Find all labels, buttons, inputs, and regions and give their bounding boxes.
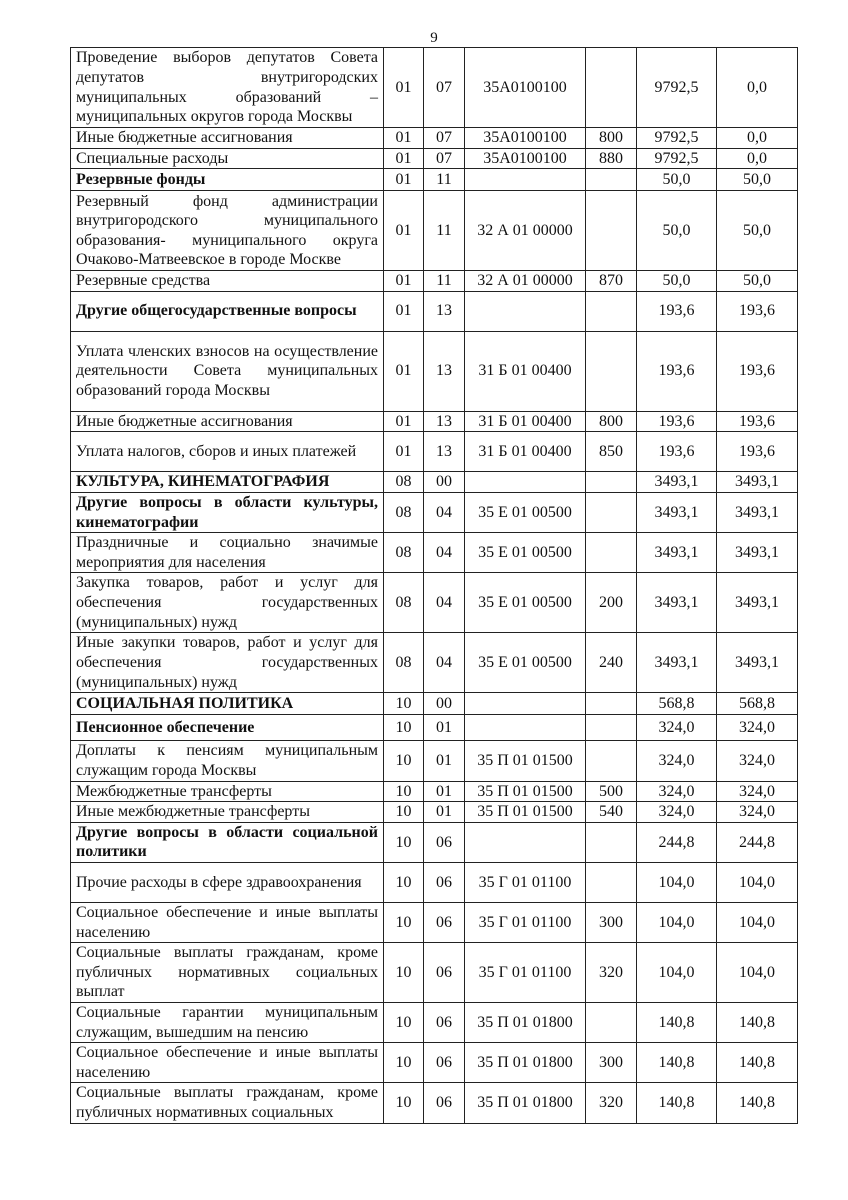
target-article-cell: 35 Е 01 00500 <box>465 633 586 693</box>
section-code-cell: 01 <box>384 191 424 271</box>
subsection-code-cell: 06 <box>424 862 465 902</box>
subsection-code-cell: 04 <box>424 492 465 532</box>
subsection-code-cell: 04 <box>424 633 465 693</box>
section-code-cell: 10 <box>384 862 424 902</box>
target-article-cell: 35 П 01 01800 <box>465 1003 586 1043</box>
budget-table-body <box>71 48 798 1124</box>
expense-type-cell: 800 <box>586 411 637 432</box>
section-code-cell: 10 <box>384 943 424 1003</box>
table-row <box>71 191 798 271</box>
row-name-cell: Специальные расходы <box>71 148 384 169</box>
amount-year1-cell: 324,0 <box>637 741 717 781</box>
table-row <box>71 411 798 432</box>
row-name-cell: Резервный фонд администрации внутригородского муниципального образования- муниципального округа Очаково-Матвеевское в городе Москве <box>71 191 384 271</box>
target-article-cell: 35 П 01 01800 <box>465 1083 586 1123</box>
row-name-cell: Резервные средства <box>71 271 384 292</box>
amount-year1-cell: 140,8 <box>637 1083 717 1123</box>
row-name-cell: Другие вопросы в области социальной политики <box>71 822 384 862</box>
target-article-cell <box>465 693 586 715</box>
section-code-cell: 10 <box>384 741 424 781</box>
expense-type-cell: 800 <box>586 128 637 149</box>
expense-type-cell: 850 <box>586 432 637 472</box>
table-row <box>71 48 798 128</box>
table-row <box>71 573 798 633</box>
amount-year2-cell: 104,0 <box>717 862 798 902</box>
table-row <box>71 492 798 532</box>
section-code-cell: 01 <box>384 148 424 169</box>
expense-type-cell <box>586 741 637 781</box>
amount-year2-cell: 140,8 <box>717 1083 798 1123</box>
expense-type-cell <box>586 693 637 715</box>
section-code-cell: 01 <box>384 291 424 331</box>
amount-year1-cell: 104,0 <box>637 943 717 1003</box>
expense-type-cell <box>586 862 637 902</box>
amount-year1-cell: 244,8 <box>637 822 717 862</box>
expense-type-cell: 200 <box>586 573 637 633</box>
target-article-cell: 35 Е 01 00500 <box>465 573 586 633</box>
subsection-code-cell: 06 <box>424 943 465 1003</box>
amount-year1-cell: 193,6 <box>637 291 717 331</box>
section-code-cell: 10 <box>384 822 424 862</box>
target-article-cell <box>465 715 586 741</box>
amount-year2-cell: 193,6 <box>717 331 798 411</box>
section-code-cell: 08 <box>384 633 424 693</box>
target-article-cell: 35 П 01 01800 <box>465 1043 586 1083</box>
expense-type-cell: 880 <box>586 148 637 169</box>
amount-year2-cell: 50,0 <box>717 271 798 292</box>
subsection-code-cell: 04 <box>424 573 465 633</box>
amount-year1-cell: 324,0 <box>637 715 717 741</box>
row-name-cell: Социальное обеспечение и иные выплаты населению <box>71 1043 384 1083</box>
target-article-cell: 35 П 01 01500 <box>465 802 586 823</box>
amount-year1-cell: 193,6 <box>637 331 717 411</box>
target-article-cell <box>465 169 586 191</box>
amount-year1-cell: 324,0 <box>637 781 717 802</box>
target-article-cell: 32 А 01 00000 <box>465 271 586 292</box>
row-name-cell: Иные бюджетные ассигнования <box>71 128 384 149</box>
row-name-cell: Прочие расходы в сфере здравоохранения <box>71 862 384 902</box>
subsection-code-cell: 06 <box>424 822 465 862</box>
amount-year1-cell: 140,8 <box>637 1043 717 1083</box>
amount-year2-cell: 0,0 <box>717 148 798 169</box>
section-code-cell: 10 <box>384 802 424 823</box>
expense-type-cell <box>586 331 637 411</box>
table-row <box>71 862 798 902</box>
amount-year1-cell: 9792,5 <box>637 48 717 128</box>
amount-year2-cell: 324,0 <box>717 715 798 741</box>
amount-year2-cell: 324,0 <box>717 802 798 823</box>
amount-year2-cell: 3493,1 <box>717 533 798 573</box>
table-row <box>71 802 798 823</box>
expense-type-cell <box>586 715 637 741</box>
amount-year1-cell: 3493,1 <box>637 472 717 493</box>
expense-type-cell: 500 <box>586 781 637 802</box>
amount-year2-cell: 3493,1 <box>717 573 798 633</box>
target-article-cell: 35 Г 01 01100 <box>465 902 586 942</box>
subsection-code-cell: 01 <box>424 781 465 802</box>
amount-year2-cell: 193,6 <box>717 432 798 472</box>
row-name-cell: Межбюджетные трансферты <box>71 781 384 802</box>
amount-year2-cell: 3493,1 <box>717 492 798 532</box>
table-row <box>71 693 798 715</box>
subsection-code-cell: 11 <box>424 169 465 191</box>
row-name-cell: Социальные гарантии муниципальным служащим, вышедшим на пенсию <box>71 1003 384 1043</box>
subsection-code-cell: 06 <box>424 1083 465 1123</box>
row-name-cell: Уплата членских взносов на осуществление деятельности Совета муниципальных образований города Москвы <box>71 331 384 411</box>
subsection-code-cell: 00 <box>424 693 465 715</box>
row-name-cell: КУЛЬТУРА, КИНЕМАТОГРАФИЯ <box>71 472 384 493</box>
section-code-cell: 01 <box>384 432 424 472</box>
amount-year2-cell: 244,8 <box>717 822 798 862</box>
table-row <box>71 271 798 292</box>
expense-type-cell <box>586 169 637 191</box>
amount-year2-cell: 104,0 <box>717 943 798 1003</box>
expense-type-cell <box>586 191 637 271</box>
expense-type-cell: 300 <box>586 1043 637 1083</box>
table-row <box>71 331 798 411</box>
section-code-cell: 10 <box>384 1083 424 1123</box>
amount-year1-cell: 140,8 <box>637 1003 717 1043</box>
target-article-cell: 35 П 01 01500 <box>465 741 586 781</box>
target-article-cell: 32 А 01 00000 <box>465 191 586 271</box>
target-article-cell: 35А0100100 <box>465 128 586 149</box>
amount-year1-cell: 104,0 <box>637 902 717 942</box>
amount-year1-cell: 9792,5 <box>637 148 717 169</box>
expense-type-cell: 300 <box>586 902 637 942</box>
section-code-cell: 10 <box>384 902 424 942</box>
expense-type-cell: 540 <box>586 802 637 823</box>
target-article-cell: 35А0100100 <box>465 48 586 128</box>
row-name-cell: Другие общегосударственные вопросы <box>71 291 384 331</box>
subsection-code-cell: 06 <box>424 902 465 942</box>
amount-year1-cell: 193,6 <box>637 432 717 472</box>
table-row <box>71 432 798 472</box>
table-row <box>71 1083 798 1123</box>
row-name-cell: Социальное обеспечение и иные выплаты населению <box>71 902 384 942</box>
subsection-code-cell: 01 <box>424 715 465 741</box>
section-code-cell: 01 <box>384 271 424 292</box>
section-code-cell: 10 <box>384 781 424 802</box>
amount-year1-cell: 568,8 <box>637 693 717 715</box>
expense-type-cell <box>586 472 637 493</box>
amount-year2-cell: 324,0 <box>717 741 798 781</box>
target-article-cell <box>465 291 586 331</box>
table-row <box>71 715 798 741</box>
subsection-code-cell: 06 <box>424 1043 465 1083</box>
expense-type-cell: 320 <box>586 1083 637 1123</box>
amount-year1-cell: 324,0 <box>637 802 717 823</box>
subsection-code-cell: 07 <box>424 128 465 149</box>
table-row <box>71 741 798 781</box>
table-row <box>71 472 798 493</box>
expense-type-cell <box>586 533 637 573</box>
row-name-cell: СОЦИАЛЬНАЯ ПОЛИТИКА <box>71 693 384 715</box>
section-code-cell: 08 <box>384 573 424 633</box>
amount-year1-cell: 3493,1 <box>637 633 717 693</box>
amount-year2-cell: 0,0 <box>717 128 798 149</box>
row-name-cell: Проведение выборов депутатов Совета депутатов внутригородских муниципальных образований – муниципальных округов города Москвы <box>71 48 384 128</box>
row-name-cell: Уплата налогов, сборов и иных платежей <box>71 432 384 472</box>
subsection-code-cell: 13 <box>424 432 465 472</box>
amount-year2-cell: 568,8 <box>717 693 798 715</box>
page-number: 9 <box>430 30 438 46</box>
amount-year1-cell: 50,0 <box>637 191 717 271</box>
section-code-cell: 10 <box>384 693 424 715</box>
budget-table <box>70 47 798 1124</box>
subsection-code-cell: 07 <box>424 148 465 169</box>
row-name-cell: Другие вопросы в области культуры, кинематографии <box>71 492 384 532</box>
amount-year2-cell: 193,6 <box>717 411 798 432</box>
row-name-cell: Праздничные и социально значимые мероприятия для населения <box>71 533 384 573</box>
row-name-cell: Иные закупки товаров, работ и услуг для обеспечения государственных (муниципальных) нужд <box>71 633 384 693</box>
amount-year2-cell: 50,0 <box>717 191 798 271</box>
subsection-code-cell: 00 <box>424 472 465 493</box>
amount-year2-cell: 3493,1 <box>717 472 798 493</box>
amount-year1-cell: 9792,5 <box>637 128 717 149</box>
amount-year2-cell: 324,0 <box>717 781 798 802</box>
target-article-cell: 31 Б 01 00400 <box>465 331 586 411</box>
amount-year1-cell: 3493,1 <box>637 533 717 573</box>
section-code-cell: 01 <box>384 411 424 432</box>
table-row <box>71 128 798 149</box>
amount-year2-cell: 104,0 <box>717 902 798 942</box>
amount-year2-cell: 140,8 <box>717 1043 798 1083</box>
table-row <box>71 1043 798 1083</box>
subsection-code-cell: 01 <box>424 741 465 781</box>
target-article-cell: 31 Б 01 00400 <box>465 432 586 472</box>
section-code-cell: 08 <box>384 492 424 532</box>
amount-year1-cell: 3493,1 <box>637 573 717 633</box>
subsection-code-cell: 13 <box>424 291 465 331</box>
subsection-code-cell: 07 <box>424 48 465 128</box>
amount-year1-cell: 50,0 <box>637 169 717 191</box>
table-row <box>71 943 798 1003</box>
row-name-cell: Иные бюджетные ассигнования <box>71 411 384 432</box>
section-code-cell: 01 <box>384 128 424 149</box>
section-code-cell: 01 <box>384 169 424 191</box>
target-article-cell <box>465 822 586 862</box>
target-article-cell: 35 П 01 01500 <box>465 781 586 802</box>
amount-year1-cell: 3493,1 <box>637 492 717 532</box>
amount-year2-cell: 0,0 <box>717 48 798 128</box>
section-code-cell: 10 <box>384 1003 424 1043</box>
row-name-cell: Социальные выплаты гражданам, кроме публичных нормативных социальных <box>71 1083 384 1123</box>
table-row <box>71 533 798 573</box>
amount-year2-cell: 193,6 <box>717 291 798 331</box>
amount-year1-cell: 193,6 <box>637 411 717 432</box>
target-article-cell: 31 Б 01 00400 <box>465 411 586 432</box>
table-row <box>71 148 798 169</box>
table-row <box>71 822 798 862</box>
row-name-cell: Социальные выплаты гражданам, кроме публичных нормативных социальных выплат <box>71 943 384 1003</box>
amount-year1-cell: 104,0 <box>637 862 717 902</box>
table-row <box>71 633 798 693</box>
subsection-code-cell: 11 <box>424 271 465 292</box>
table-row <box>71 781 798 802</box>
section-code-cell: 01 <box>384 48 424 128</box>
table-row <box>71 169 798 191</box>
amount-year2-cell: 3493,1 <box>717 633 798 693</box>
target-article-cell: 35 Е 01 00500 <box>465 492 586 532</box>
target-article-cell: 35 Г 01 01100 <box>465 862 586 902</box>
table-row <box>71 1003 798 1043</box>
section-code-cell: 08 <box>384 472 424 493</box>
expense-type-cell: 870 <box>586 271 637 292</box>
target-article-cell: 35 Г 01 01100 <box>465 943 586 1003</box>
expense-type-cell <box>586 291 637 331</box>
section-code-cell: 08 <box>384 533 424 573</box>
section-code-cell: 10 <box>384 1043 424 1083</box>
subsection-code-cell: 01 <box>424 802 465 823</box>
section-code-cell: 01 <box>384 331 424 411</box>
row-name-cell: Доплаты к пенсиям муниципальным служащим города Москвы <box>71 741 384 781</box>
amount-year2-cell: 140,8 <box>717 1003 798 1043</box>
expense-type-cell: 240 <box>586 633 637 693</box>
expense-type-cell <box>586 48 637 128</box>
table-row <box>71 291 798 331</box>
section-code-cell: 10 <box>384 715 424 741</box>
target-article-cell <box>465 472 586 493</box>
subsection-code-cell: 06 <box>424 1003 465 1043</box>
subsection-code-cell: 13 <box>424 331 465 411</box>
row-name-cell: Пенсионное обеспечение <box>71 715 384 741</box>
expense-type-cell: 320 <box>586 943 637 1003</box>
amount-year2-cell: 50,0 <box>717 169 798 191</box>
subsection-code-cell: 13 <box>424 411 465 432</box>
row-name-cell: Закупка товаров, работ и услуг для обеспечения государственных (муниципальных) нужд <box>71 573 384 633</box>
expense-type-cell <box>586 822 637 862</box>
target-article-cell: 35А0100100 <box>465 148 586 169</box>
table-row <box>71 902 798 942</box>
expense-type-cell <box>586 1003 637 1043</box>
row-name-cell: Резервные фонды <box>71 169 384 191</box>
expense-type-cell <box>586 492 637 532</box>
subsection-code-cell: 04 <box>424 533 465 573</box>
subsection-code-cell: 11 <box>424 191 465 271</box>
target-article-cell: 35 Е 01 00500 <box>465 533 586 573</box>
amount-year1-cell: 50,0 <box>637 271 717 292</box>
row-name-cell: Иные межбюджетные трансферты <box>71 802 384 823</box>
